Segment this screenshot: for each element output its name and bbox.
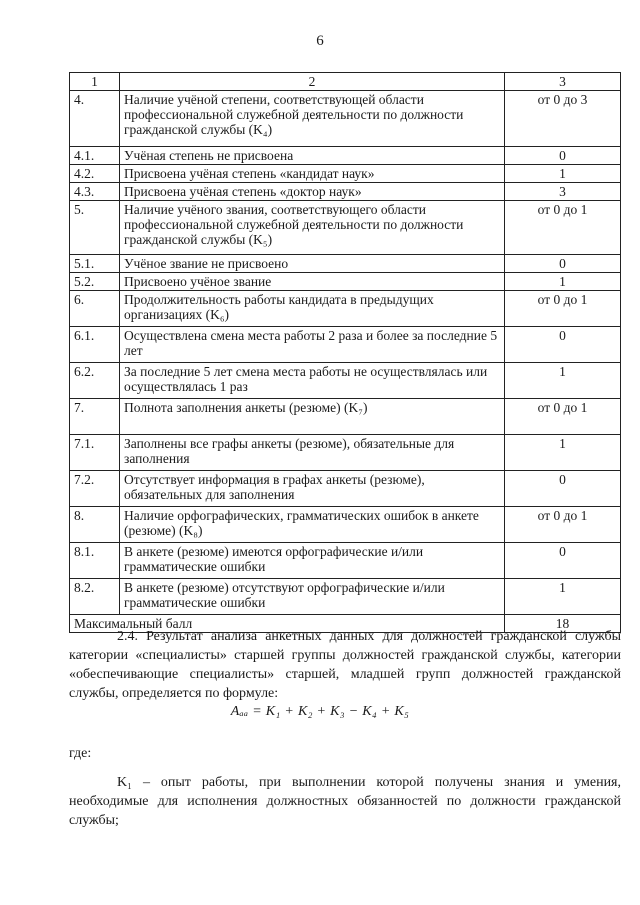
row-points: 0 [505, 255, 621, 273]
table-row [70, 183, 621, 201]
total-label: Максимальный балл [70, 615, 505, 633]
row-criterion: Осуществлена смена места работы 2 раза и более за последние 5 лет [120, 327, 505, 363]
page-number: 6 [316, 33, 324, 49]
row-criterion: Присвоено учёное звание [120, 273, 505, 291]
table-row [70, 435, 621, 471]
where-label: где: [69, 746, 92, 761]
table-row [70, 363, 621, 399]
row-points: 1 [505, 435, 621, 471]
header-cell: 1 [70, 73, 120, 91]
row-criterion: Учёное звание не присвоено [120, 255, 505, 273]
row-criterion: Полнота заполнения анкеты (резюме) (K₇) [120, 399, 505, 435]
table-row [70, 273, 621, 291]
row-criterion: За последние 5 лет смена места работы не осуществлялась или осуществлялась 1 раз [120, 363, 505, 399]
formula: Aₐₐ = K₁ + K₂ + K₃ − K₄ + K₅ [230, 704, 410, 719]
row-points: от 0 до 3 [505, 91, 621, 147]
table-row [70, 579, 621, 615]
row-points: 1 [505, 165, 621, 183]
row-number: 8.2. [70, 579, 120, 615]
table-row [70, 165, 621, 183]
row-points: 3 [505, 183, 621, 201]
criteria-table [69, 72, 621, 633]
row-points: 0 [505, 543, 621, 579]
row-points: 1 [505, 579, 621, 615]
table-row [70, 471, 621, 507]
paragraph-2-4: 2.4. Результат анализа анкетных данных для должностей гражданской службы категории «специалисты» старшей группы должностей гражданской службы, категории «обеспечивающие специалисты» старшей, младшей групп должностей гражданской службы, определяется по формуле: [69, 629, 621, 701]
row-number: 4.3. [70, 183, 120, 201]
row-points: 1 [505, 273, 621, 291]
row-criterion: Учёная степень не присвоена [120, 147, 505, 165]
row-criterion: Присвоена учёная степень «доктор наук» [120, 183, 505, 201]
row-number: 7.1. [70, 435, 120, 471]
k1-definition: K₁ – опыт работы, при выполнении которой получены знания и умения, необходимые для исполнения должностных обязанностей по должности гражданской службы; [69, 775, 621, 828]
table-row [70, 291, 621, 327]
row-number: 5. [70, 201, 120, 255]
table-row [70, 507, 621, 543]
row-number: 4.2. [70, 165, 120, 183]
header-cell: 3 [505, 73, 621, 91]
header-cell: 2 [120, 73, 505, 91]
row-points: 0 [505, 471, 621, 507]
row-number: 6.1. [70, 327, 120, 363]
table-row [70, 91, 621, 147]
row-number: 5.2. [70, 273, 120, 291]
row-criterion: В анкете (резюме) отсутствуют орфографические и/или грамматические ошибки [120, 579, 505, 615]
row-criterion: Отсутствует информация в графах анкеты (резюме), обязательных для заполнения [120, 471, 505, 507]
row-points: от 0 до 1 [505, 291, 621, 327]
row-criterion: В анкете (резюме) имеются орфографические и/или грамматические ошибки [120, 543, 505, 579]
row-criterion: Продолжительность работы кандидата в предыдущих организациях (K₆) [120, 291, 505, 327]
row-points: от 0 до 1 [505, 399, 621, 435]
table-row [70, 399, 621, 435]
row-points: 0 [505, 327, 621, 363]
row-number: 4. [70, 91, 120, 147]
row-points: от 0 до 1 [505, 507, 621, 543]
row-criterion: Присвоена учёная степень «кандидат наук» [120, 165, 505, 183]
table-row [70, 201, 621, 255]
row-criterion: Наличие учёной степени, соответствующей области профессиональной служебной деятельности по должности гражданской службы (K₄) [120, 91, 505, 147]
row-number: 7. [70, 399, 120, 435]
row-points: от 0 до 1 [505, 201, 621, 255]
row-points: 0 [505, 147, 621, 165]
total-value: 18 [505, 615, 621, 633]
table-row [70, 147, 621, 165]
row-number: 4.1. [70, 147, 120, 165]
row-number: 8.1. [70, 543, 120, 579]
table-row [70, 327, 621, 363]
row-number: 5.1. [70, 255, 120, 273]
table-row [70, 255, 621, 273]
table-header-row [70, 73, 621, 91]
row-number: 6.2. [70, 363, 120, 399]
table-row [70, 543, 621, 579]
row-number: 8. [70, 507, 120, 543]
row-number: 7.2. [70, 471, 120, 507]
row-points: 1 [505, 363, 621, 399]
row-criterion: Заполнены все графы анкеты (резюме), обязательные для заполнения [120, 435, 505, 471]
row-criterion: Наличие учёного звания, соответствующего области профессиональной служебной деятельности по должности гражданской службы (K₅) [120, 201, 505, 255]
row-criterion: Наличие орфографических, грамматических ошибок в анкете (резюме) (K₈) [120, 507, 505, 543]
row-number: 6. [70, 291, 120, 327]
